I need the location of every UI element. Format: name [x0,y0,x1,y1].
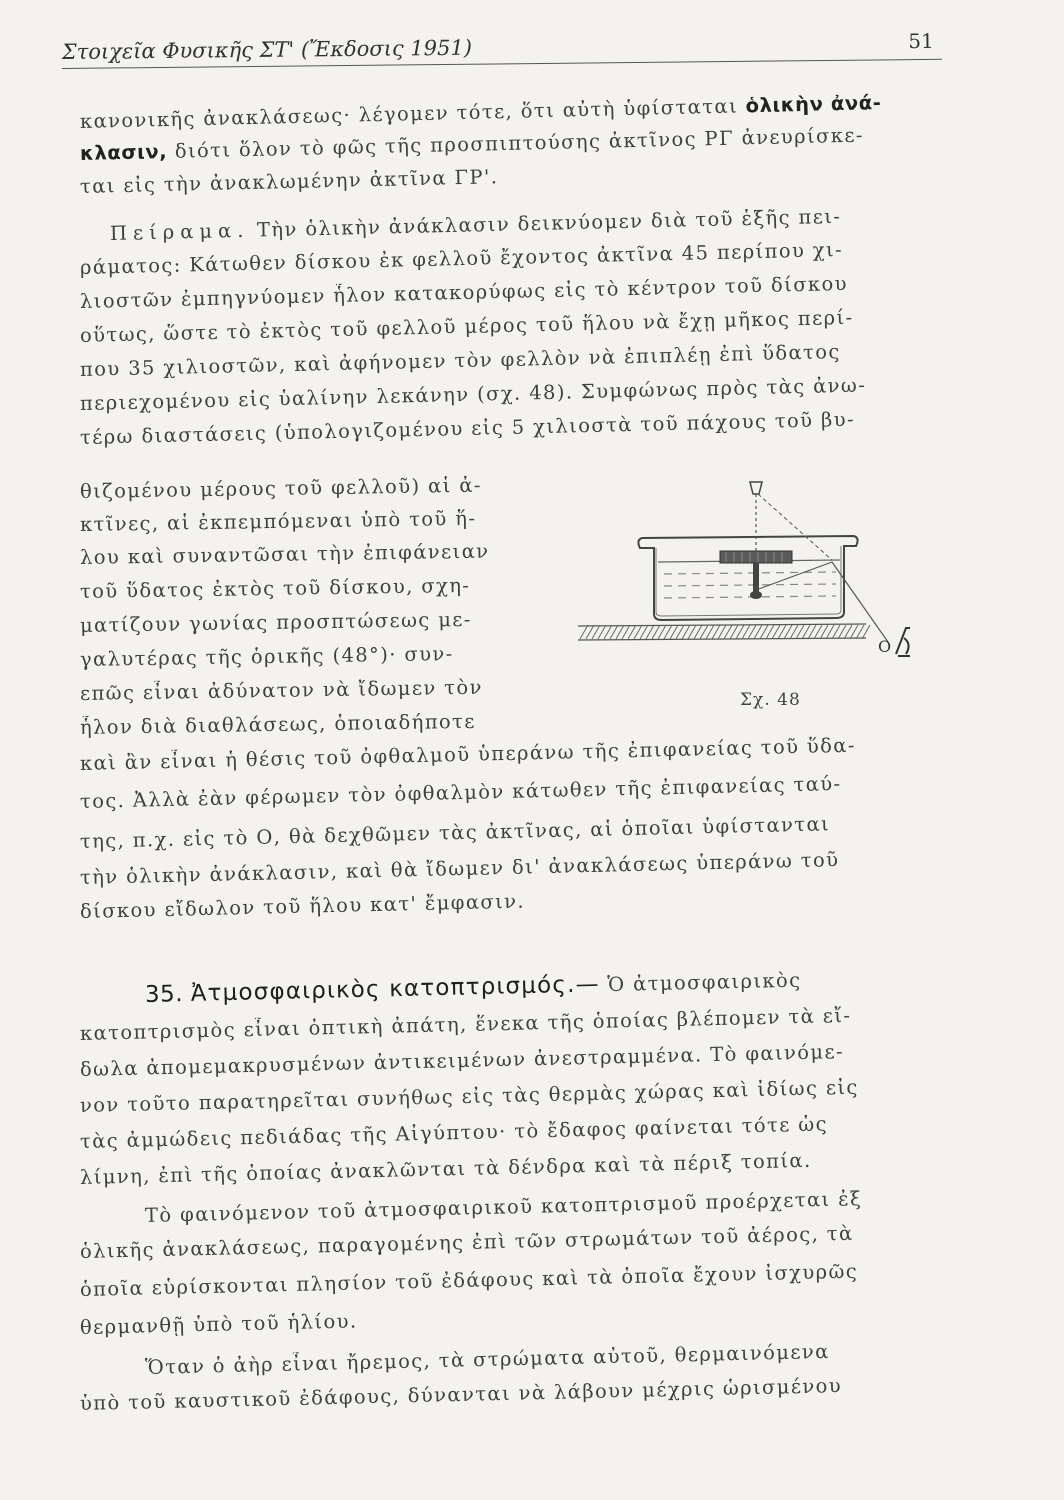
bold-term: κλασιν, [79,139,168,165]
text-span: κανονικῆς ἀνακλάσεως· λέγομεν τότε, ὅτι αὐτὴ ὑφίσταται [79,94,746,133]
text-line: ράματος: Κάτωθεν δίσκου ἐκ φελλοῦ ἔχοντος ἀκτῖνα 45 περίπου χι- [79,238,844,279]
text-line: που 35 χιλιοστῶν, καὶ ἀφήνομεν τὸν φελλὸν νὰ ἐπιπλέῃ ἐπὶ ὕδατος [79,340,841,381]
text-line: λίμνη, ἐπὶ τῆς ὁποίας ἀνακλῶνται τὰ δένδρα καὶ τὰ πέριξ τοπία. [79,1148,812,1189]
text-line: γαλυτέρας τῆς ὁρικῆς (48°)· συν- [79,642,454,671]
text-line: ἧλον διὰ διαθλάσεως, ὁποιαδήποτε [79,709,476,739]
text-line: ὑπὸ τοῦ καυστικοῦ ἐδάφους, δύνανται νὰ λάβουν μέχρις ὡρισμένου [79,1374,843,1415]
text-line: ὁλικῆς ἀνακλάσεως, παραγομένης ἐπὶ τῶν στρωμάτων τοῦ ἀέρος, τὰ [79,1221,854,1263]
experiment-label: Πείραμα. [109,218,250,245]
light-ray [758,494,832,560]
eye-icon [896,628,910,656]
text-line: επῶς εἶναι ἀδύνατον νὰ ἴδωμεν τὸν [79,675,483,705]
text-line: οὕτως, ὥστε τὸ ἐκτὸς τοῦ φελλοῦ μέρος τοῦ ἥλου νὰ ἔχῃ μῆκος περί- [79,305,854,347]
text-line: νον τοῦτο παρατηρεῖται συνήθως εἰς τὰς θερμὰς χώρας καὶ ἰδίως εἰς [79,1075,859,1117]
text-line: θερμανθῇ ὑπὸ τοῦ ἡλίου. [79,1309,358,1339]
ray-to-eye [832,562,888,642]
light-source [750,482,762,494]
text-line: τὰς ἀμμώδεις πεδιάδας τῆς Αἰγύπτου· τὸ ἔδαφος φαίνεται τότε ὡς [79,1112,829,1153]
cork-disk [720,551,792,563]
section-title: Ἀτμοσφαιρικὸς κατοπτρισμός.— [190,971,601,1007]
water-dashes [664,572,836,598]
text-span: διότι ὅλον τὸ φῶς τῆς προσπιπτούσης ἀκτῖνος ΡΓ ἀνευρίσκε- [166,123,865,163]
text-line: καὶ ἂν εἶναι ἡ θέσις τοῦ ὀφθαλμοῦ ὑπεράνω τῆς ἐπιφανείας τοῦ ὕδα- [79,733,857,775]
reflected-ray [756,562,832,590]
figure-48-diagram [570,478,960,678]
text-line: δωλα ἀπομεμακρυσμένων ἀντικειμένων ἀνεστραμμένα. Τὸ φαινόμε- [79,1039,845,1081]
text-line: θιζομένου μέρους τοῦ φελλοῦ) αἱ ἀ- [79,473,483,503]
text-line: δίσκου εἴδωλον τοῦ ἥλου κατ' ἔμφασιν. [79,889,526,923]
figure-caption: Σχ. 48 [740,690,801,710]
header-title: Στοιχεῖα Φυσικῆς ΣΤ' (Ἔκδοσις 1951) [61,35,473,65]
text-line: κτῖνες, αἱ ἐκπεμπόμεναι ὑπὸ τοῦ ἥ- [79,506,477,536]
text-line: Ὅταν ὁ ἀὴρ εἶναι ἤρεμος, τὰ στρώματα αὐτοῦ, θερμαινόμενα [144,1339,830,1379]
text-line: ματίζουν γωνίας προσπτώσεως με- [79,607,472,637]
nail [753,563,759,593]
text-span: Τὴν ὁλικὴν ἀνάκλασιν δεικνύομεν διὰ τοῦ ἑξῆς πει- [249,204,842,242]
text-line: λου καὶ συναντῶσαι τὴν ἐπιφάνειαν [79,539,490,569]
text-line: τοῦ ὕδατος ἐκτὸς τοῦ δίσκου, σχη- [79,573,471,603]
ground-hatch-lines [580,625,870,639]
glass-basin [638,536,857,620]
text-line: λιοστῶν ἐμπηγνύομεν ἧλον κατακορύφως εἰς τὸ κέντρον τοῦ δίσκου [79,271,849,313]
point-label-o: O [878,637,892,656]
text-line: τέρω διαστάσεις (ὑπολογιζομένου εἰς 5 χιλιοστὰ τοῦ πάχους τοῦ βυ- [79,407,856,449]
text-line: ται εἰς τὴν ἀνακλωμένην ἀκτῖνα ΓΡ'. [79,165,499,198]
text-line: Τὸ φαινόμενον τοῦ ἀτμοσφαιρικοῦ κατοπτρισμοῦ προέρχεται ἐξ [144,1187,863,1227]
text-span: Ὁ ἀτμοσφαιρικὸς [599,968,802,997]
text-line: τὴν ὁλικὴν ἀνάκλασιν, καὶ θὰ ἴδωμεν δι' ἀνακλάσεως ὑπεράνω τοῦ [79,848,840,889]
text-line: περιεχομένου εἰς ὑαλίνην λεκάνην (σχ. 48). Συμφώνως πρὸς τὰς ἀνω- [79,373,867,415]
page-number: 51 [908,28,934,54]
text-line: κατοπτρισμὸς εἶναι ὀπτικὴ ἀπάτη, ἕνεκα τῆς ὁποίας βλέπομεν τὰ εἴ- [79,1003,852,1045]
section-number: 35. [144,981,184,1008]
text-line: της, π.χ. εἰς τὸ Ο, θὰ δεχθῶμεν τὰς ἀκτῖνας, αἱ ὁποῖαι ὑφίστανται [79,812,831,853]
text-line: τος. Ἀλλὰ ἐὰν φέρωμεν τὸν ὀφθαλμὸν κάτωθεν τῆς ἐπιφανείας ταύ- [79,772,842,813]
text-line: ὁποῖα εὑρίσκονται πλησίον τοῦ ἐδάφους καὶ τὰ ὁποῖα ἔχουν ἰσχυρῶς [79,1259,859,1301]
bold-term: ὁλικὴν ἀνά- [745,91,882,118]
